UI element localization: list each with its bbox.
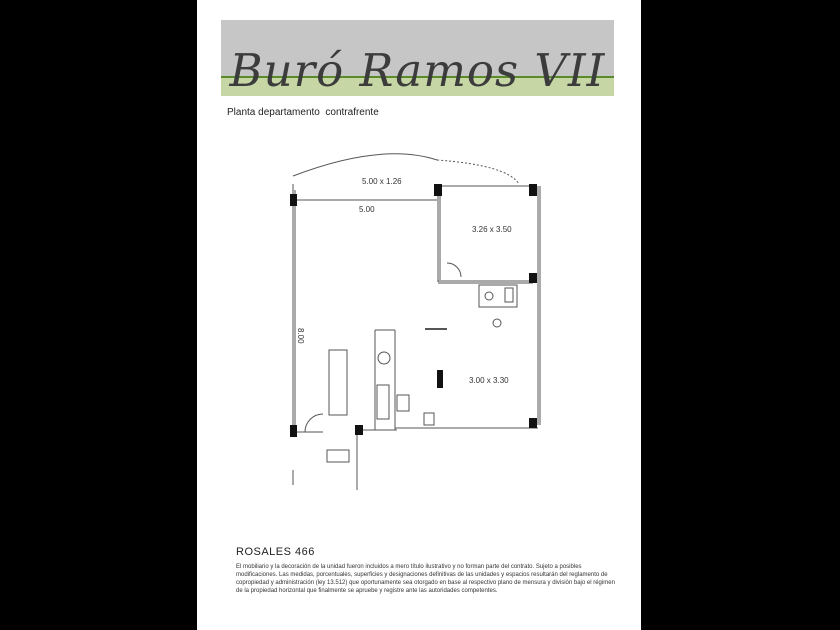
column (529, 273, 537, 283)
toilet (485, 292, 493, 300)
floor-plan-sheet (197, 0, 641, 630)
column (290, 194, 297, 206)
depth-dimension: 8.00 (296, 328, 305, 344)
column-round (378, 352, 390, 364)
small-fixture (424, 413, 434, 425)
floor-plan-drawing (197, 140, 641, 510)
column (529, 184, 537, 196)
balcony-edge (437, 160, 519, 184)
address-label: ROSALES 466 (236, 546, 315, 558)
sink (505, 288, 513, 302)
balcony-dimension: 5.00 x 1.26 (362, 177, 402, 186)
column (434, 184, 442, 196)
bathroom-fixture (493, 319, 501, 327)
page-title: Buró Ramos VII (229, 44, 606, 97)
kitchen-counter (329, 350, 347, 415)
kitchen-unit (377, 385, 389, 419)
column (437, 370, 443, 388)
column (290, 425, 297, 437)
width-dimension: 5.00 (359, 205, 375, 214)
plan-subtitle: Planta departamento contrafrente (227, 107, 379, 118)
living-dimension: 3.00 x 3.30 (469, 376, 509, 385)
storage-unit (327, 450, 349, 462)
bedroom-door-swing (447, 263, 461, 277)
title-banner (221, 20, 614, 96)
bedroom-dimension: 3.26 x 3.50 (472, 225, 512, 234)
washer (397, 395, 409, 411)
balcony-arc (293, 154, 437, 176)
entry-door-swing (305, 414, 323, 432)
column (355, 425, 363, 435)
disclaimer-text: El mobiliario y la decoración de la unidad fueron incluidos a mero título ilustrativo y no forman parte del contrato. Sujeto a posibles modificaciones. Las medidas, porcentuales, superficies y designaciones definitivas de las unidades y espacios resultarán del reglamento de copropiedad y administración (ley 13.512) que oportunamente sea otorgado en base al respectivo plano de mensura y división bajo el régimen de la propiedad horizontal que finalmente se apruebe y registre ante las autoridades competentes. (236, 564, 615, 594)
column (529, 418, 537, 428)
